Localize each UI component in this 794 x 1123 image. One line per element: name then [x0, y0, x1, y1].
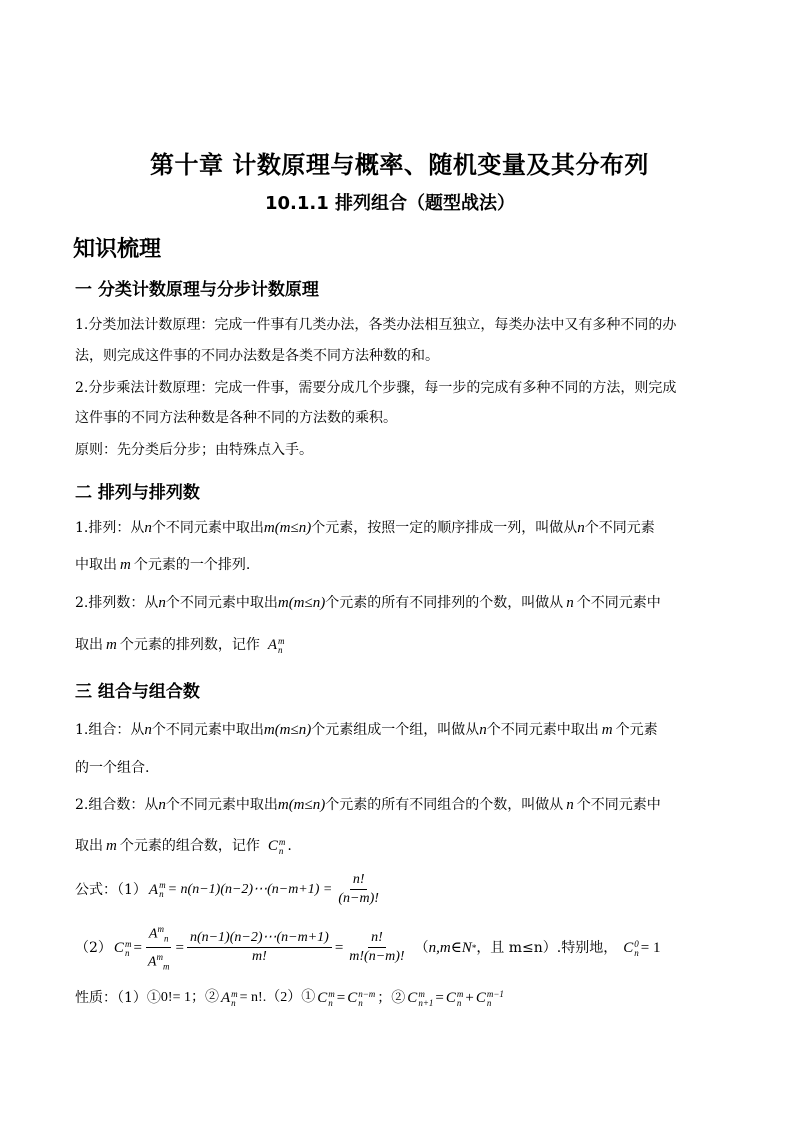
sup: m	[328, 988, 335, 999]
text: 中取出	[75, 557, 117, 573]
sup: m	[231, 988, 238, 999]
sup: m	[157, 924, 164, 934]
sup: m	[278, 836, 286, 847]
sym-C: C	[347, 990, 358, 1006]
var-m: m	[601, 722, 613, 738]
var-n: n	[158, 797, 166, 813]
section-2-heading: 二 排列与排列数	[75, 483, 200, 503]
var-m-cond: m(m≤n)	[277, 595, 326, 611]
prop-2: = n!.（2）①	[239, 990, 316, 1005]
text: 个不同元素中取出	[151, 520, 264, 536]
perm-symbol	[149, 880, 166, 900]
sub: n	[163, 933, 169, 944]
comb-symbol	[446, 988, 464, 1008]
sub: n	[124, 947, 130, 958]
numerator: n!	[368, 930, 386, 948]
sub: n	[358, 997, 363, 1008]
numerator	[146, 921, 172, 948]
sup: m	[418, 988, 425, 999]
sec1-p2-line1: 2.分步乘法计数原理：完成一件事，需要分成几个步骤，每一步的完成有多种不同的方法，则完成	[75, 380, 677, 396]
equals: =	[175, 939, 184, 956]
fraction-A-over-A	[145, 921, 173, 975]
sub: n+1	[418, 997, 434, 1008]
text: 个不同元素中取出	[165, 797, 278, 813]
comb-symbol	[317, 988, 335, 1008]
sub: n	[486, 997, 492, 1008]
sym-A: A	[267, 637, 278, 653]
var-n: n	[144, 520, 152, 536]
var-n: n	[158, 595, 166, 611]
text: 个元素的一个排列.	[133, 557, 251, 573]
sec1-p2-line2: 这件事的不同方法种数是各种不同的方法数的乘积。	[75, 410, 397, 426]
sup: m−1	[486, 988, 504, 999]
perm-symbol	[268, 635, 285, 655]
perm-expand: = n(n−1)(n−2)⋯(n−m+1) =	[167, 881, 333, 897]
comb-symbol	[268, 836, 286, 856]
sup: m	[124, 938, 132, 949]
text: 1.组合：从	[75, 722, 145, 738]
sym-A: A	[147, 955, 157, 971]
sym-A: A	[220, 990, 231, 1006]
text: 1.排列：从	[75, 520, 145, 536]
formula-2	[75, 921, 660, 975]
sup: n−m	[358, 988, 376, 999]
var-n: n	[479, 722, 487, 738]
sym-C: C	[267, 838, 278, 854]
comb-symbol-m1	[476, 988, 504, 1008]
fraction-factorial	[346, 930, 407, 965]
sub: n	[278, 845, 284, 856]
text: 个元素组成一个组，叫做从	[311, 722, 480, 738]
text: 个元素的所有不同组合的个数，叫做从	[325, 797, 564, 813]
var-n: n	[577, 520, 585, 536]
text: 个不同元素中取出	[486, 722, 599, 738]
sym-C: C	[317, 990, 328, 1006]
text: 个元素的组合数，记作	[119, 838, 260, 854]
sec3-p1-line2: 的一个组合.	[75, 760, 150, 776]
var-m: m	[106, 838, 117, 854]
sub: m	[162, 961, 170, 972]
text: 个元素的排列数，记作	[119, 637, 260, 653]
var-m: m	[106, 637, 117, 653]
fraction	[335, 872, 382, 907]
text: 个不同元素中	[576, 797, 661, 813]
sym-C: C	[445, 990, 456, 1006]
sec1-p3: 原则：先分类后分步；由特殊点入手。	[75, 442, 313, 458]
sub: n	[328, 997, 333, 1008]
sym-C: C	[407, 990, 418, 1006]
sym-A: A	[148, 926, 158, 942]
text: 2.组合数：从	[75, 797, 159, 813]
text: 个元素	[615, 722, 658, 738]
sup: 0	[634, 938, 639, 949]
condition: n,m∈N	[428, 939, 472, 956]
text: 个不同元素	[584, 520, 655, 536]
numerator: n!	[350, 872, 368, 890]
numerator: n(n−1)(n−2)⋯(n−m+1)	[187, 930, 332, 948]
text: 个元素的所有不同排列的个数，叫做从	[325, 595, 564, 611]
sym-A: A	[148, 881, 159, 898]
comb-symbol	[114, 938, 132, 958]
sup: m	[278, 635, 285, 646]
var-m-cond: m(m≤n)	[277, 797, 326, 813]
comb-symbol-n1	[407, 988, 433, 1008]
sec2-p2-line2	[75, 635, 287, 655]
star: *	[471, 942, 477, 953]
var-m-cond: m(m≤n)	[263, 520, 312, 536]
prop-sep: ；②	[377, 990, 406, 1006]
plus: +	[465, 990, 474, 1006]
var-m: m	[120, 557, 131, 573]
perm-symbol	[221, 988, 238, 1008]
sec3-p2-line1	[75, 795, 661, 815]
denominator: (n−m)!	[338, 891, 379, 906]
text: 个不同元素中取出	[165, 595, 278, 611]
text: 个不同元素中取出	[151, 722, 264, 738]
formula-label: 公式：（1）	[75, 881, 147, 898]
comb-symbol-nm	[347, 988, 375, 1008]
sym-C: C	[475, 990, 486, 1006]
comb-symbol-0	[623, 938, 639, 958]
section-1-heading: 一 分类计数原理与分步计数原理	[75, 280, 319, 300]
text: .	[287, 838, 292, 854]
sup: m	[456, 988, 464, 999]
sec3-p1-line1	[75, 720, 658, 740]
var-m-cond: m(m≤n)	[263, 722, 312, 738]
denominator	[145, 948, 173, 974]
equals: =	[133, 939, 142, 956]
chapter-title: 第十章 计数原理与概率、随机变量及其分布列	[150, 151, 649, 179]
text: 取出	[75, 838, 103, 854]
var-n: n	[144, 722, 152, 738]
equals: =	[435, 990, 444, 1006]
section-title: 10.1.1 排列组合（题型战法）	[265, 193, 516, 214]
denominator: m!	[251, 949, 267, 965]
cond-open: （	[414, 939, 429, 956]
equals-one: = 1	[640, 939, 661, 956]
sym-C: C	[623, 939, 634, 956]
equals: =	[336, 990, 346, 1006]
formula-label-2: （2）	[75, 939, 112, 956]
denominator: m!(n−m)!	[349, 949, 405, 965]
text: 取出	[75, 637, 103, 653]
sec3-p2-line2	[75, 836, 292, 856]
properties	[75, 988, 506, 1008]
sec2-p2-line1	[75, 593, 661, 613]
sec1-p1-line2: 法，则完成这件事的不同办法数是各类不同方法种数的和。	[75, 348, 439, 364]
cond-close: ，且 m≤n）.特别地，	[476, 939, 618, 956]
sec2-p1-line1	[75, 518, 655, 538]
formula-1	[75, 872, 385, 907]
sec1-p1-line1: 1.分类加法计数原理：完成一件事有几类办法，各类办法相互独立，每类办法中又有多种不同的办	[75, 317, 677, 333]
text: 个不同元素中	[576, 595, 661, 611]
sub: n	[231, 997, 236, 1008]
section-3-heading: 三 组合与组合数	[75, 682, 200, 702]
fraction-product	[187, 930, 332, 965]
sub: n	[278, 644, 283, 655]
text: 2.排列数：从	[75, 595, 159, 611]
equals: =	[334, 939, 344, 956]
prop-1: 0!= 1；②	[160, 990, 219, 1005]
sub: n	[634, 947, 639, 958]
var-n: n	[566, 595, 574, 611]
sec2-p1-line2	[75, 555, 250, 575]
var-n: n	[566, 797, 574, 813]
sup: m	[156, 952, 163, 963]
sub: n	[456, 997, 462, 1008]
knowledge-heading: 知识梳理	[73, 237, 162, 262]
sub: n	[159, 889, 164, 900]
sym-C: C	[113, 939, 124, 956]
text: 个元素，按照一定的顺序排成一列，叫做从	[311, 520, 578, 536]
prop-label: 性质：（1）①	[75, 990, 161, 1006]
sup: m	[159, 880, 166, 891]
